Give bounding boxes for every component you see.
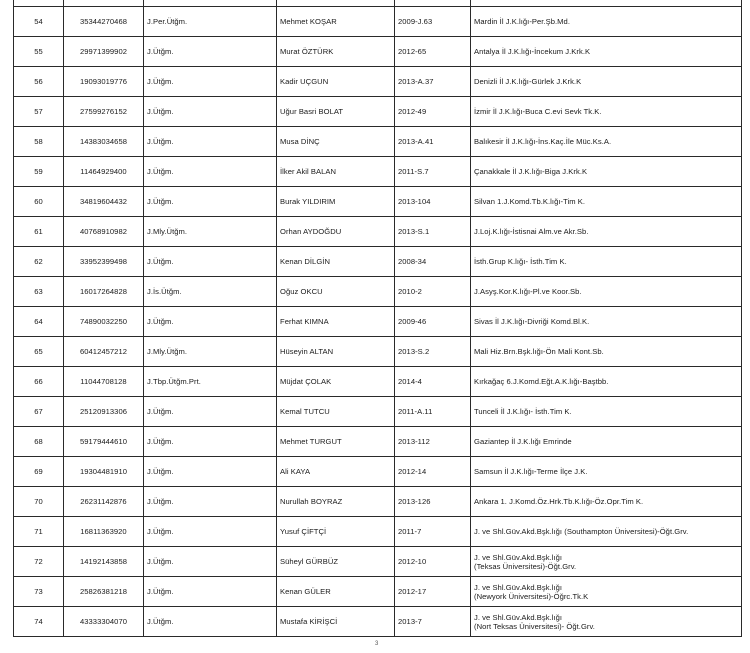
rank-cell: J.Ütğm.: [144, 247, 277, 277]
id-number-cell: 19093019776: [64, 67, 144, 97]
row-number-cell: 68: [14, 427, 64, 457]
id-number-cell: 11464929400: [64, 157, 144, 187]
term-cell: 2012-14: [395, 457, 471, 487]
full-name-cell: Kenan GÜLER: [277, 577, 395, 607]
unit-cell: [471, 547, 742, 577]
unit-cell: [471, 577, 742, 607]
rank-cell: J.Ütğm.: [144, 67, 277, 97]
row-number-cell: 72: [14, 547, 64, 577]
table-row: [14, 367, 742, 397]
row-number-cell: 59: [14, 157, 64, 187]
row-number-cell: 60: [14, 187, 64, 217]
id-number-cell: 59179444610: [64, 427, 144, 457]
table-row: [14, 157, 742, 187]
table-row: [14, 517, 742, 547]
unit-cell: [471, 487, 742, 517]
full-name-cell: Nurullah BOYRAZ: [277, 487, 395, 517]
table-row: [14, 97, 742, 127]
personnel-table-body: [14, 0, 742, 637]
row-number-cell: 67: [14, 397, 64, 427]
full-name-cell: Ali KAYA: [277, 457, 395, 487]
unit-line: Sivas İl J.K.lığı-Divriği Komd.Bl.K.: [474, 317, 590, 326]
unit-line: Gaziantep İl J.K.lığı Emrinde: [474, 437, 572, 446]
full-name-cell: Orhan AYDOĞDU: [277, 217, 395, 247]
full-name-cell: Süheyl GÜRBÜZ: [277, 547, 395, 577]
unit-line: J. ve Shl.Güv.Akd.Bşk.lığı: [474, 612, 563, 622]
table-row: [14, 307, 742, 337]
unit-line: Samsun İl J.K.lığı-Terme İlçe J.K.: [474, 467, 588, 476]
full-name-cell: Hüseyin ALTAN: [277, 337, 395, 367]
id-number-cell: 16811363920: [64, 517, 144, 547]
unit-line: J. ve Shl.Güv.Akd.Bşk.lığı: [474, 552, 563, 562]
unit-cell: [471, 97, 742, 127]
full-name-cell: Murat ÖZTÜRK: [277, 37, 395, 67]
id-number-cell: 19304481910: [64, 457, 144, 487]
unit-cell: [471, 337, 742, 367]
full-name-cell: Kadir UÇGUN: [277, 67, 395, 97]
table-row: [14, 67, 742, 97]
row-number-cell: 70: [14, 487, 64, 517]
row-number-cell: 61: [14, 217, 64, 247]
row-number-cell: 64: [14, 307, 64, 337]
unit-cell: [471, 427, 742, 457]
unit-cell: [471, 307, 742, 337]
unit-line: J. ve Shl.Güv.Akd.Bşk.lığı (Southampton Üniversitesi)-Öğt.Grv.: [474, 527, 689, 536]
table-row: [14, 547, 742, 577]
rank-cell: J.Tbp.Ütğm.Prt.: [144, 367, 277, 397]
rank-cell: J.Per.Ütğm.: [144, 7, 277, 37]
rank-cell: J.Ütğm.: [144, 607, 277, 637]
rank-cell: J.Ütğm.: [144, 487, 277, 517]
term-cell: 2012-65: [395, 37, 471, 67]
unit-line: Mardin İl J.K.lığı-Per.Şb.Md.: [474, 17, 570, 26]
id-number-cell: 27599276152: [64, 97, 144, 127]
full-name-cell: Mehmet TURGUT: [277, 427, 395, 457]
id-number-cell: 25826381218: [64, 577, 144, 607]
full-name-cell: Kemal TUTCU: [277, 397, 395, 427]
id-number-cell: 25120913306: [64, 397, 144, 427]
table-row: [14, 277, 742, 307]
term-cell: 2010-2: [395, 277, 471, 307]
full-name-cell: Uğur Basri BOLAT: [277, 97, 395, 127]
table-row: [14, 217, 742, 247]
row-number-cell: 62: [14, 247, 64, 277]
unit-line: J.Asyş.Kor.K.lığı-Pl.ve Koor.Sb.: [474, 287, 582, 296]
full-name-cell: Mehmet KOŞAR: [277, 7, 395, 37]
term-cell: 2013-A.41: [395, 127, 471, 157]
id-number-cell: 11044708128: [64, 367, 144, 397]
unit-line: Tunceli İl J.K.lığı- İsth.Tim K.: [474, 407, 572, 416]
row-number-cell: 71: [14, 517, 64, 547]
full-name-cell: Mustafa KİRİŞCİ: [277, 607, 395, 637]
unit-cell: [471, 187, 742, 217]
full-name-cell: Musa DİNÇ: [277, 127, 395, 157]
row-number-cell: 57: [14, 97, 64, 127]
unit-cell: [471, 277, 742, 307]
unit-line: Denizli İl J.K.lığı-Gürlek J.Krk.K: [474, 77, 582, 86]
term-cell: 2013-7: [395, 607, 471, 637]
term-cell: 2012-49: [395, 97, 471, 127]
id-number-cell: 33952399498: [64, 247, 144, 277]
unit-line: Silvan 1.J.Komd.Tb.K.lığı-Tim K.: [474, 197, 586, 206]
unit-line: Balıkesir İl J.K.lığı-İns.Kaç.İle Müc.Ks.A.: [474, 137, 612, 146]
unit-line: Ankara 1. J.Komd.Öz.Hrk.Tb.K.lığı-Öz.Opr.Tim K.: [474, 497, 644, 506]
full-name-cell: Burak YILDIRIM: [277, 187, 395, 217]
id-number-cell: 16017264828: [64, 277, 144, 307]
id-number-cell: 35344270468: [64, 7, 144, 37]
id-number-cell: 29971399902: [64, 37, 144, 67]
row-number-cell: 54: [14, 7, 64, 37]
term-cell: 2011-A.11: [395, 397, 471, 427]
term-cell: 2013-126: [395, 487, 471, 517]
table-row: [14, 487, 742, 517]
term-cell: 2009-46: [395, 307, 471, 337]
unit-cell: [471, 7, 742, 37]
row-number-cell: 58: [14, 127, 64, 157]
personnel-table: [13, 0, 742, 637]
row-number-cell: 65: [14, 337, 64, 367]
id-number-cell: 43333304070: [64, 607, 144, 637]
row-number-cell: 55: [14, 37, 64, 67]
rank-cell: J.Mly.Ütğm.: [144, 217, 277, 247]
term-cell: 2011-S.7: [395, 157, 471, 187]
id-number-cell: 40768910982: [64, 217, 144, 247]
row-number-cell: 69: [14, 457, 64, 487]
table-row: [14, 187, 742, 217]
unit-cell: [471, 367, 742, 397]
full-name-cell: Yusuf ÇİFTÇİ: [277, 517, 395, 547]
unit-line-secondary: (Teksas Üniversitesi)-Öğt.Grv.: [474, 561, 577, 571]
id-number-cell: 34819604432: [64, 187, 144, 217]
unit-line: İsth.Grup K.lığı- İsth.Tim K.: [474, 257, 567, 266]
rank-cell: J.Mly.Ütğm.: [144, 337, 277, 367]
full-name-cell: Ferhat KIMNA: [277, 307, 395, 337]
term-cell: 2012-10: [395, 547, 471, 577]
row-number-cell: 66: [14, 367, 64, 397]
unit-line: J.Loj.K.lığı-İstisnai Alm.ve Akr.Sb.: [474, 227, 589, 236]
term-cell: 2013-S.1: [395, 217, 471, 247]
id-number-cell: 74890032250: [64, 307, 144, 337]
rank-cell: J.Ütğm.: [144, 577, 277, 607]
full-name-cell: Oğuz OKCU: [277, 277, 395, 307]
row-number-cell: 56: [14, 67, 64, 97]
unit-line: Çanakkale İl J.K.lığı-Biga J.Krk.K: [474, 167, 588, 176]
unit-cell: [471, 217, 742, 247]
table-row: [14, 7, 742, 37]
unit-cell: [471, 397, 742, 427]
term-cell: 2013-112: [395, 427, 471, 457]
term-cell: 2013-104: [395, 187, 471, 217]
unit-cell: [471, 157, 742, 187]
rank-cell: J.Ütğm.: [144, 547, 277, 577]
table-row: [14, 457, 742, 487]
rank-cell: J.Ütğm.: [144, 157, 277, 187]
rank-cell: J.İs.Ütğm.: [144, 277, 277, 307]
table-row: [14, 337, 742, 367]
table-row: [14, 577, 742, 607]
rank-cell: J.Ütğm.: [144, 187, 277, 217]
unit-cell: [471, 127, 742, 157]
id-number-cell: 14383034658: [64, 127, 144, 157]
id-number-cell: 60412457212: [64, 337, 144, 367]
term-cell: 2011-7: [395, 517, 471, 547]
full-name-cell: Müjdat ÇOLAK: [277, 367, 395, 397]
unit-cell: [471, 517, 742, 547]
table-row: [14, 37, 742, 67]
rank-cell: J.Ütğm.: [144, 427, 277, 457]
term-cell: 2013-S.2: [395, 337, 471, 367]
unit-cell: [471, 607, 742, 637]
rank-cell: J.Ütğm.: [144, 517, 277, 547]
id-number-cell: 14192143858: [64, 547, 144, 577]
unit-line-secondary: (Newyork Üniversitesi)-Öğrc.Tk.K: [474, 591, 589, 601]
rank-cell: J.Ütğm.: [144, 127, 277, 157]
table-row: [14, 607, 742, 637]
unit-line: İzmir İl J.K.lığı-Buca C.evi Sevk Tk.K.: [474, 107, 602, 116]
id-number-cell: 26231142876: [64, 487, 144, 517]
unit-cell: [471, 247, 742, 277]
row-number-cell: 63: [14, 277, 64, 307]
page-number: 3: [375, 641, 379, 647]
full-name-cell: İlker Akil BALAN: [277, 157, 395, 187]
table-row: [14, 427, 742, 457]
term-cell: 2014-4: [395, 367, 471, 397]
full-name-cell: Kenan DİLGİN: [277, 247, 395, 277]
term-cell: 2009-J.63: [395, 7, 471, 37]
unit-cell: [471, 37, 742, 67]
unit-line: Kırkağaç 6.J.Komd.Eğt.A.K.lığı-Baştbb.: [474, 377, 609, 386]
unit-cell: [471, 67, 742, 97]
unit-line-secondary: (Nort Teksas Üniversitesi)- Öğt.Grv.: [474, 621, 595, 631]
unit-line: J. ve Shl.Güv.Akd.Bşk.lığı: [474, 582, 563, 592]
table-row: [14, 247, 742, 277]
row-number-cell: 74: [14, 607, 64, 637]
table-row: [14, 127, 742, 157]
rank-cell: J.Ütğm.: [144, 397, 277, 427]
unit-line: Mali Hiz.Brn.Bşk.lığı-Ön Mali Kont.Sb.: [474, 347, 604, 356]
rank-cell: J.Ütğm.: [144, 37, 277, 67]
table-row: [14, 397, 742, 427]
term-cell: 2013-A.37: [395, 67, 471, 97]
unit-cell: [471, 457, 742, 487]
rank-cell: J.Ütğm.: [144, 307, 277, 337]
rank-cell: J.Ütğm.: [144, 457, 277, 487]
row-number-cell: 73: [14, 577, 64, 607]
rank-cell: J.Ütğm.: [144, 97, 277, 127]
unit-line: Antalya İl J.K.lığı-İncekum J.Krk.K: [474, 47, 591, 56]
term-cell: 2012-17: [395, 577, 471, 607]
term-cell: 2008-34: [395, 247, 471, 277]
